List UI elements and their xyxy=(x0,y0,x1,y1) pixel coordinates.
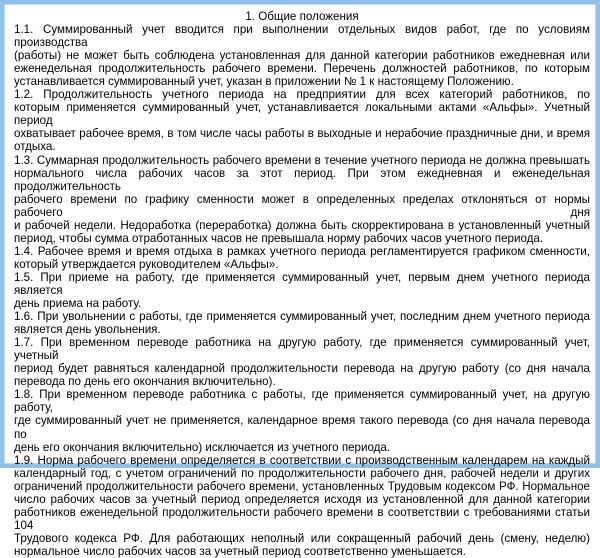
text-line: и рабочей недели. Недоработка (переработка) должна быть скорректирована в установленный учетный xyxy=(14,218,590,232)
text-line: 1.3. Суммарная продолжительность рабочего времени в течение учетного периода не должна превышать xyxy=(14,153,590,167)
paragraph-1-1 xyxy=(14,23,590,88)
text-line: которым применяется суммированный учет, устанавливается локальными актами «Альфы». Учетный период xyxy=(14,101,590,128)
text-line: является день увольнения. xyxy=(14,323,161,337)
text-line: день его окончания включительно) исключается из учетного периода. xyxy=(14,440,391,454)
paragraph-1-5 xyxy=(14,271,590,310)
text-line: 1.7. При временном переводе работника на другую работу, где применяется суммированный учет, учетный xyxy=(14,336,590,363)
text-line: рабочего времени по графику сменности может в определенных пределах отклоняться от нормы рабочего дня xyxy=(14,192,590,219)
paragraph-1-2 xyxy=(14,88,590,153)
text-line: нормальное число рабочих часов за учетный период соответственно уменьшается. xyxy=(14,544,466,558)
text-line: 1.9. Норма рабочего времени определяется в соответствии с производственным календарем на каждый xyxy=(14,453,590,467)
text-line: день приема на работу. xyxy=(14,297,142,311)
paragraph-1-6 xyxy=(14,310,590,336)
text-line: где суммированный учет не применяется, календарное время такого перевода (со дня начала перевода по xyxy=(14,414,590,441)
paragraph-1-7 xyxy=(14,336,590,388)
paragraph-1-4 xyxy=(14,245,590,271)
text-line: 1.6. При увольнении с работы, где применяется суммированный учет, последним днем учетного периода xyxy=(14,310,590,324)
paragraph-list xyxy=(14,23,590,558)
paragraph-1-3 xyxy=(14,154,590,245)
text-line: (работы) не может быть соблюдена установленная для данной категории работников ежедневная или xyxy=(14,49,590,63)
text-line: период, чтобы сумма отработанных часов не превышала норму рабочих часов учетного периода. xyxy=(14,231,544,245)
text-line: устанавливается суммированный учет, указан в приложении № 1 к настоящему Положению. xyxy=(14,75,514,89)
text-line: работников еженедельной продолжительности рабочего времени в соответствии с требованиями статьи 104 xyxy=(14,505,590,532)
section-heading: 1. Общие положения xyxy=(245,10,359,23)
text-line: охватывает рабочее время, в том числе часы работы в выходные и нерабочие праздничные дни, и время xyxy=(14,127,590,141)
text-line: 1.1. Суммированный учет вводится при выполнении отдельных видов работ, где по условиям производства xyxy=(14,23,590,50)
text-line: 1.5. При приеме на работу, где применяется суммированный учет, первым днем учетного периода является xyxy=(14,270,590,297)
text-line: ограничений продолжительности рабочего времени, установленных Трудовым кодексом РФ. Нормальное xyxy=(14,479,590,493)
paragraph-1-8 xyxy=(14,388,590,453)
document-body xyxy=(14,10,590,558)
paragraph-1-9 xyxy=(14,454,590,558)
text-line: период будет равняться календарной продолжительности перевода на другую работу (со дня начала xyxy=(14,362,590,376)
text-line: 1.2. Продолжительность учетного периода на предприятии для всех категорий работников, по xyxy=(14,88,590,102)
text-line: 1.8. При временном переводе работника с работы, где применяется суммированный учет, на другую работу, xyxy=(14,388,590,415)
text-line: который утверждается руководителем «Альфы». xyxy=(14,257,279,271)
text-line: перевода по день его окончания включительно). xyxy=(14,375,276,389)
text-line: Трудового кодекса РФ. Для работающих неполный или сокращенный рабочий день (смену, неделю) xyxy=(14,531,590,545)
text-line: нормального числа рабочих часов за этот период. При этом ежедневная и еженедельная продолжительность xyxy=(14,166,590,193)
text-line: еженедельная продолжительность рабочего времени. Перечень должностей работников, по которым xyxy=(14,62,590,76)
text-line: отдыха. xyxy=(14,140,56,154)
text-line: календарный год, с учетом ограничений по продолжительности рабочего дня, рабочей недели и других xyxy=(14,466,590,480)
text-line: 1.4. Рабочее время и время отдыха в рамках учетного периода регламентируется графиком сменности, xyxy=(14,244,590,258)
text-line: число рабочих часов за учетный период определяется исходя из установленной для данной категории xyxy=(14,492,590,506)
